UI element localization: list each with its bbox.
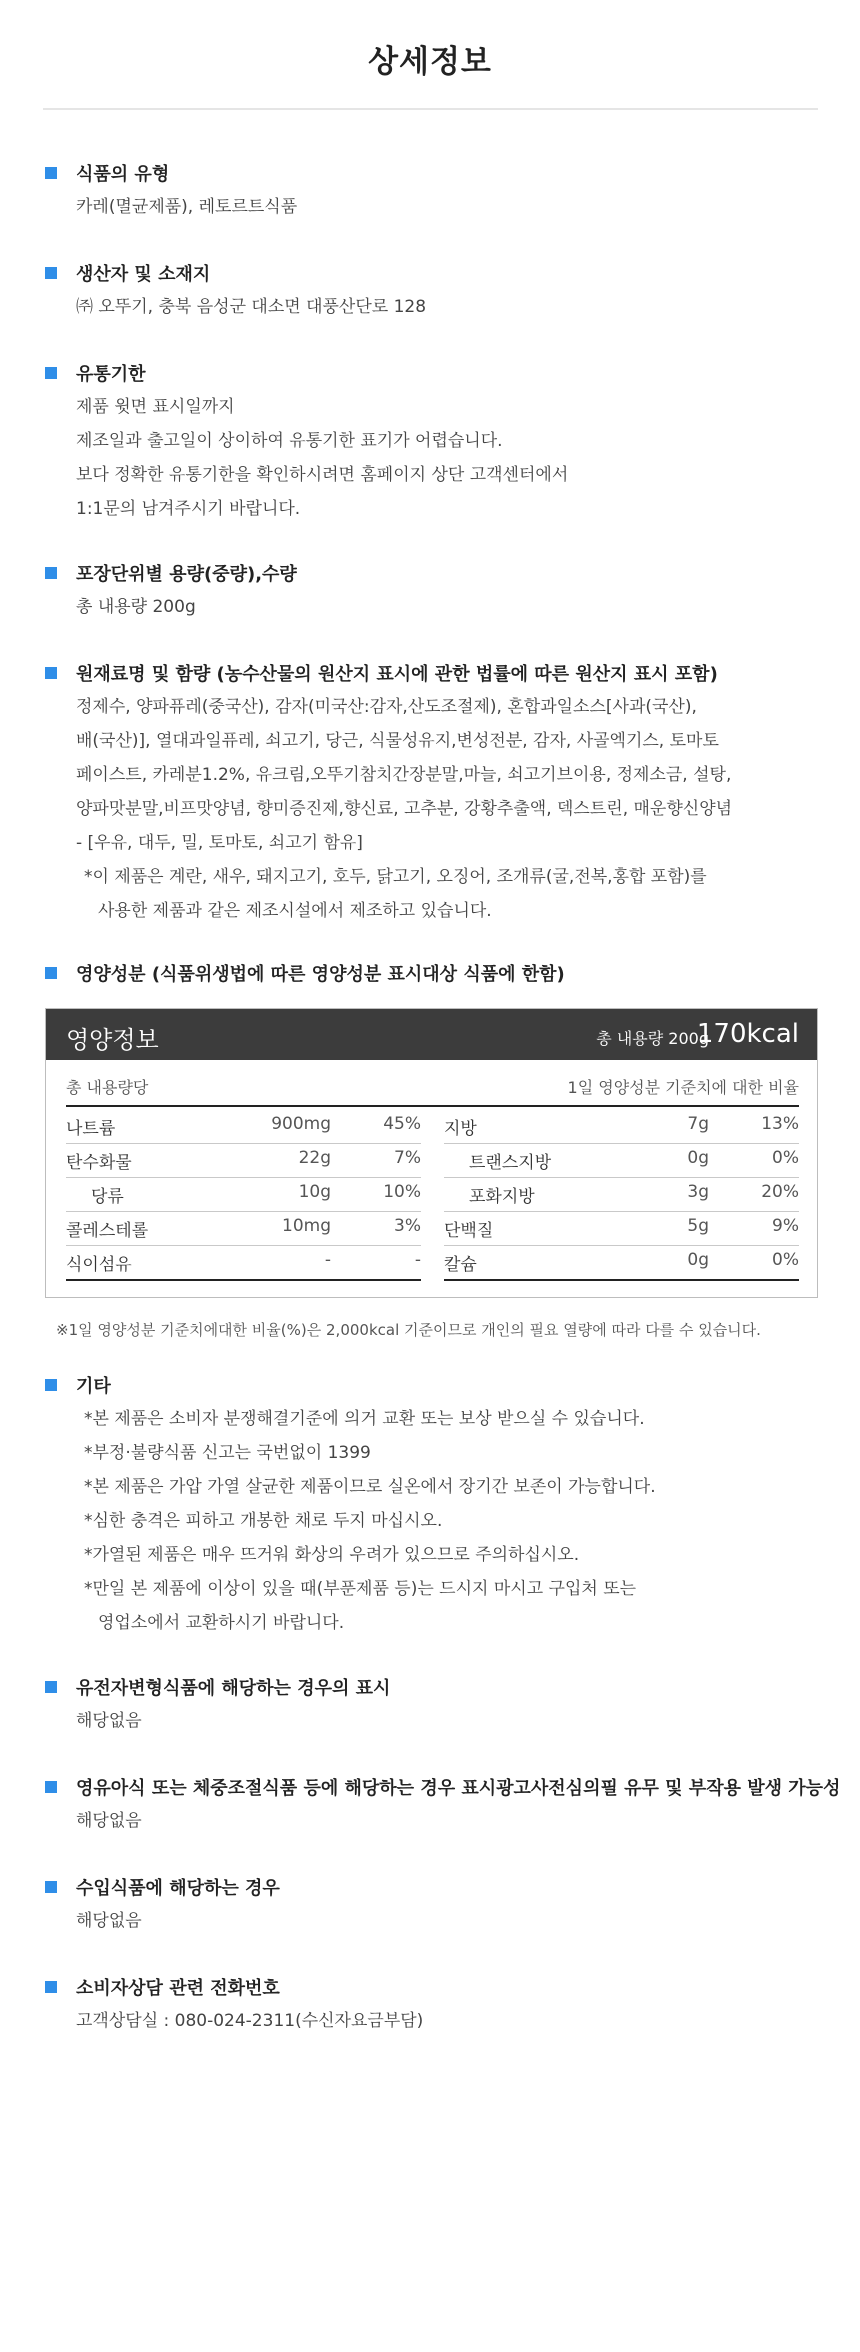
nutrient-percent: 0% [772, 1250, 799, 1270]
bullet-square-icon [45, 367, 57, 379]
section-title: 기타 [76, 1376, 111, 1397]
section-text: ㈜ 오뚜기, 충북 음성군 대소면 대풍산단로 128 [76, 297, 427, 317]
section-infant-food [43, 1774, 841, 1838]
bullet-square-icon [45, 1781, 57, 1793]
section-text: 제품 윗면 표시일까지 [76, 397, 235, 417]
section-text: *가열된 제품은 매우 뜨거워 화상의 우려가 있으므로 주의하십시오. [84, 1545, 580, 1565]
section-text: 카레(멸균제품), 레토르트식품 [76, 197, 298, 217]
nutrient-name: 나트륨 [66, 1119, 116, 1139]
nutrient-amount: 7g [687, 1114, 709, 1134]
section-nutrition [43, 960, 818, 990]
nutrient-percent: 10% [383, 1182, 421, 1202]
nutrient-amount: 22g [298, 1148, 331, 1168]
section-imported [43, 1874, 818, 1938]
section-food-type [43, 160, 818, 224]
nutrient-percent: 45% [383, 1114, 421, 1134]
nutrient-percent: - [414, 1250, 421, 1270]
section-title: 영유아식 또는 체중조절식품 등에 해당하는 경우 표시광고사전심의필 유무 및 부작용 발생 가능성 [76, 1778, 841, 1799]
section-title: 생산자 및 소재지 [76, 264, 211, 285]
nutrient-name: 트랜스지방 [469, 1153, 552, 1173]
nutrient-row [444, 1212, 799, 1246]
nutrient-name: 탄수화물 [66, 1153, 132, 1173]
nutrient-amount: 0g [687, 1250, 709, 1270]
nutrient-percent: 7% [394, 1148, 421, 1168]
section-text: 양파맛분말,비프맛양념, 향미증진제,향신료, 고추분, 강황추출액, 덱스트린, 매운향신양념 [76, 799, 733, 819]
section-ingredients [43, 660, 818, 928]
section-capacity [43, 560, 818, 624]
nutrient-row [444, 1144, 799, 1178]
nutrient-column-right [444, 1110, 799, 1281]
nutrient-name: 식이섬유 [66, 1255, 132, 1275]
section-text: 해당없음 [76, 1911, 142, 1931]
nutrient-percent: 13% [761, 1114, 799, 1134]
nutrient-name: 당류 [91, 1187, 124, 1207]
nutrition-footnote: ※1일 영양성분 기준치에대한 비율(%)은 2,000kcal 기준이므로 개인의 필요 열량에 따라 다를 수 있습니다. [56, 1321, 761, 1339]
section-title: 포장단위별 용량(중량),수량 [76, 564, 297, 585]
section-text: *심한 충격은 피하고 개봉한 채로 두지 마십시오. [84, 1511, 443, 1531]
section-text: 제조일과 출고일이 상이하여 유통기한 표기가 어렵습니다. [76, 431, 503, 451]
nutrient-amount: 900mg [271, 1114, 331, 1134]
nutrient-row [66, 1144, 421, 1178]
section-title: 유전자변형식품에 해당하는 경우의 표시 [76, 1678, 391, 1699]
allergy-note: *이 제품은 계란, 새우, 돼지고기, 호두, 닭고기, 오징어, 조개류(굴,전복,홍합 포함)를 [84, 867, 707, 887]
section-expiry [43, 360, 818, 526]
bullet-square-icon [45, 1981, 57, 1993]
section-text: 해당없음 [76, 1811, 142, 1831]
section-text: 해당없음 [76, 1711, 142, 1731]
section-text: *본 제품은 소비자 분쟁해결기준에 의거 교환 또는 보상 받으실 수 있습니다. [84, 1409, 645, 1429]
nutrient-row [66, 1212, 421, 1246]
section-title: 영양성분 (식품위생법에 따른 영양성분 표시대상 식품에 한함) [76, 964, 565, 985]
section-producer [43, 260, 818, 324]
nutrient-row [444, 1246, 799, 1281]
page-title: 상세정보 [368, 44, 492, 80]
section-etc [43, 1372, 818, 1640]
section-title: 수입식품에 해당하는 경우 [76, 1878, 280, 1899]
bullet-square-icon [45, 967, 57, 979]
section-text: *본 제품은 가압 가열 살균한 제품이므로 실온에서 장기간 보존이 가능합니다. [84, 1477, 656, 1497]
allergy-note: 사용한 제품과 같은 제조시설에서 제조하고 있습니다. [98, 901, 492, 921]
bullet-square-icon [45, 1881, 57, 1893]
section-title: 식품의 유형 [76, 164, 170, 185]
title-divider [43, 108, 818, 110]
section-text: 보다 정확한 유통기한을 확인하시려면 홈페이지 상단 고객센터에서 [76, 465, 569, 485]
per-content-label: 총 내용량당 [66, 1078, 149, 1097]
nutrient-name: 칼슘 [444, 1255, 477, 1275]
section-title: 유통기한 [76, 364, 146, 385]
bullet-square-icon [45, 1379, 57, 1391]
section-text: 정제수, 양파퓨레(중국산), 감자(미국산:감자,산도조절제), 혼합과일소스[사과(국산), [76, 697, 697, 717]
section-text: 배(국산)], 열대과일퓨레, 쇠고기, 당근, 식물성유지,변성전분, 감자, 사골엑기스, 토마토 [76, 731, 719, 751]
section-title: 소비자상담 관련 전화번호 [76, 1978, 280, 1999]
section-text: - [우유, 대두, 밀, 토마토, 쇠고기 함유] [76, 833, 363, 853]
nutrient-amount: 3g [687, 1182, 709, 1202]
nutrient-row [444, 1178, 799, 1212]
bullet-square-icon [45, 1681, 57, 1693]
nutrient-row [444, 1110, 799, 1144]
nutrient-name: 지방 [444, 1119, 477, 1139]
nutrient-percent: 0% [772, 1148, 799, 1168]
nutrient-amount: - [324, 1250, 331, 1270]
section-text: 총 내용량 200g [76, 597, 196, 617]
section-title: 원재료명 및 함량 (농수산물의 원산지 표시에 관한 법률에 따른 원산지 표시 포함) [76, 664, 718, 685]
section-text: *부정·불량식품 신고는 국번없이 1399 [84, 1443, 371, 1463]
nutrition-table [45, 1008, 818, 1298]
nutrient-percent: 3% [394, 1216, 421, 1236]
nutrient-row [66, 1246, 421, 1281]
calories: 170kcal [696, 1019, 799, 1049]
nutrient-percent: 9% [772, 1216, 799, 1236]
bullet-square-icon [45, 567, 57, 579]
section-text: 1:1문의 남겨주시기 바랍니다. [76, 499, 301, 519]
nutrient-amount: 5g [687, 1216, 709, 1236]
section-text: 영업소에서 교환하시기 바랍니다. [98, 1613, 345, 1633]
nutrient-amount: 10g [298, 1182, 331, 1202]
nutrient-row [66, 1178, 421, 1212]
nutrient-name: 포화지방 [469, 1187, 535, 1207]
section-contact [43, 1974, 818, 2038]
nutrient-amount: 10mg [282, 1216, 331, 1236]
nutrient-amount: 0g [687, 1148, 709, 1168]
nutrition-subheader [66, 1069, 799, 1107]
total-content: 총 내용량 200g [596, 1029, 709, 1048]
bullet-square-icon [45, 167, 57, 179]
nutrition-header [46, 1009, 817, 1060]
nutrient-row [66, 1110, 421, 1144]
section-text: *만일 본 제품에 이상이 있을 때(부푼제품 등)는 드시지 마시고 구입처 또는 [84, 1579, 637, 1599]
nutrient-percent: 20% [761, 1182, 799, 1202]
nutrient-column-left [66, 1110, 421, 1281]
nutrient-name: 콜레스테롤 [66, 1221, 149, 1241]
bullet-square-icon [45, 667, 57, 679]
section-text: 페이스트, 카레분1.2%, 유크림,오뚜기참치간장분말,마늘, 쇠고기브이용, 정제소금, 설탕, [76, 765, 732, 785]
section-gmo [43, 1674, 818, 1738]
nutrition-title: 영양정보 [66, 1026, 159, 1054]
nutrient-name: 단백질 [444, 1221, 494, 1241]
bullet-square-icon [45, 267, 57, 279]
contact-phone: 고객상담실 : 080-024-2311(수신자요금부담) [76, 2011, 424, 2031]
daily-value-label: 1일 영양성분 기준치에 대한 비율 [567, 1078, 799, 1097]
